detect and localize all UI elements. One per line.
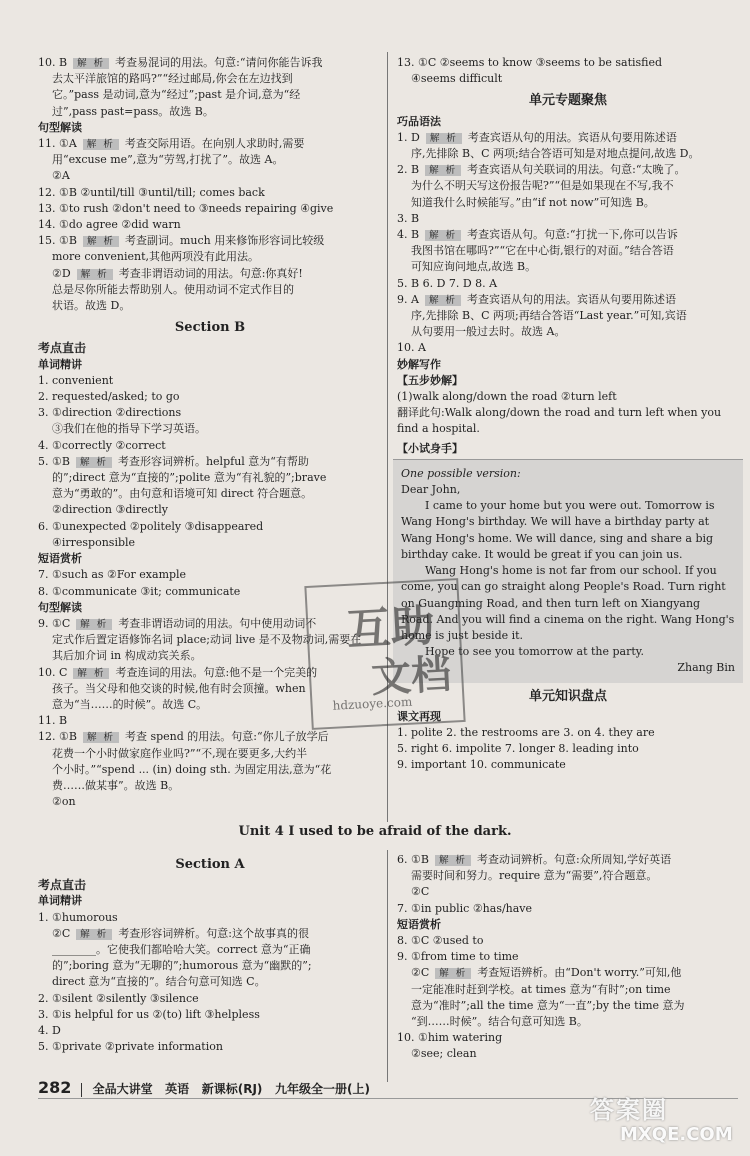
answer-line: [397, 982, 739, 998]
answer-line: [397, 146, 739, 162]
answer-line: [38, 454, 382, 470]
answer-line: [397, 259, 739, 275]
answer-line: [38, 794, 382, 810]
section-heading: [397, 114, 739, 130]
answer-text: 9. ①from time to time: [397, 950, 519, 964]
analysis-text: 考查形容词辨析。句意:这个故事真的很: [118, 926, 310, 940]
analysis-tag: 解 析: [435, 968, 471, 979]
answer-text: 9. ①C: [38, 616, 71, 630]
answer-text: 9. important 10. communicate: [397, 758, 566, 772]
sample-paragraph-1: I came to your home but you were out. Tomorrow is Wang Hong's birthday. We will have a birthday party at Wang Hong's home. We will dance, sing and share a big birthday cake. It would be great if you can join us.: [401, 499, 715, 561]
answer-line: [38, 486, 382, 502]
section-heading: [38, 120, 382, 136]
answer-line: [397, 901, 739, 917]
left-top-block: [38, 55, 382, 314]
analysis-text: 考查连词的用法。句意:他不是一个完美的: [115, 665, 318, 679]
answer-text: 2. ①silent ②silently ③silence: [38, 991, 199, 1005]
answer-text: 13. ①to rush ②don't need to ③needs repairing ④give: [38, 201, 334, 215]
answer-line: [38, 405, 382, 421]
answer-text: ②C: [411, 885, 430, 899]
answer-text: 8. ①communicate ③it; communicate: [38, 584, 241, 598]
analysis-tag: 解 析: [83, 732, 119, 743]
answer-text: 一定能准时赶到学校。at times 意为“有时”;on time: [411, 982, 671, 996]
answer-line: [38, 282, 382, 298]
answer-text: 5. B 6. D 7. D 8. A: [397, 276, 498, 290]
right-mid-block: [397, 114, 739, 438]
stamp-line2: 文档: [370, 650, 453, 702]
answer-line: [38, 421, 382, 437]
answer-text: 13. ①C ②seems to know ③seems to be satisfied: [397, 56, 663, 69]
right-bottom-block: [397, 852, 739, 1063]
answer-text: 1. ①humorous: [38, 910, 118, 924]
section-heading: [38, 340, 382, 356]
answer-line: [38, 249, 382, 265]
answer-line: [397, 55, 739, 71]
answer-line: [38, 958, 382, 974]
right-top-block: [397, 55, 739, 87]
answer-line: [38, 152, 382, 168]
answer-text: 为什么不明天写这份报告呢?”“但是如果现在不写,我不: [411, 179, 674, 193]
answer-line: [38, 298, 382, 314]
answer-text: 可知应询问地点,故选 B。: [411, 260, 537, 274]
answer-line: [397, 71, 739, 87]
answer-text: 10. ①him watering: [397, 1031, 503, 1045]
grade-name: 九年级全一册(上): [274, 1082, 370, 1096]
answer-text: 状语。故选 D。: [52, 299, 131, 313]
answer-line: [397, 243, 739, 259]
answer-line: [397, 308, 739, 324]
answer-text: 4. D: [38, 1024, 61, 1038]
answer-text: 短语赏析: [38, 552, 82, 566]
answer-line: [38, 373, 382, 389]
answer-text: 4. ①correctly ②correct: [38, 438, 166, 452]
sample-paragraph-3: Hope to see you tomorrow at the party.: [425, 645, 645, 659]
answer-text: 它。”pass 是动词,意为“经过”;past 是介词,意为“经: [52, 88, 301, 102]
answer-line: [38, 136, 382, 152]
answer-line: [397, 421, 739, 437]
answer-line: [38, 87, 382, 103]
answer-text: ②C: [52, 926, 71, 940]
answer-line: [397, 389, 739, 405]
answer-text: 1. polite 2. the restrooms are 3. on 4. they are: [397, 725, 655, 739]
answer-line: [38, 762, 382, 778]
answer-line: [38, 266, 382, 282]
analysis-text: 考查宾语从句的用法。宾语从句要用陈述语: [467, 130, 677, 144]
answer-text: 定式作后置定语修饰名词 place;动词 live 是不及物动词,需要在: [52, 633, 362, 647]
answer-line: [397, 211, 739, 227]
answer-text: 单词精讲: [38, 357, 82, 371]
answer-line: [397, 725, 739, 741]
answer-text: 知道我什么时候能写。”由“if not now”可知选 B。: [411, 195, 655, 209]
answer-line: [38, 185, 382, 201]
answer-line: [38, 168, 382, 184]
section-heading: [397, 357, 739, 373]
answer-line: [397, 227, 739, 243]
analysis-tag: 解 析: [73, 58, 109, 69]
answer-text: 2. B: [397, 163, 420, 177]
book-name: 全品大讲堂: [92, 1082, 153, 1096]
answer-text: 1. D: [397, 130, 420, 144]
answer-text: 短语赏析: [397, 917, 441, 931]
answer-line: [38, 778, 382, 794]
analysis-tag: 解 析: [76, 929, 112, 940]
answer-line: [397, 340, 739, 356]
answer-line: [397, 741, 739, 757]
answer-text: 序,先排除 B、C 两项;结合答语可知是对地点提问,故选 D。: [411, 147, 700, 161]
answer-text: more convenient,其他两项没有此用法。: [52, 250, 260, 264]
try-header: 【小试身手】: [397, 441, 463, 455]
analysis-tag: 解 析: [76, 457, 112, 468]
section-heading: [38, 551, 382, 567]
answer-line: [397, 292, 739, 308]
answer-text: 意为“勇敢的”。由句意和语境可知 direct 符合题意。: [52, 487, 313, 501]
answer-text: 【五步妙解】: [397, 373, 463, 387]
answer-text: 1. convenient: [38, 373, 114, 387]
answer-line: [38, 729, 382, 745]
answer-line: [397, 324, 739, 340]
analysis-tag: 解 析: [425, 165, 461, 176]
answer-text: 考点直击: [38, 341, 87, 356]
answer-text: ④irresponsible: [52, 535, 136, 549]
analysis-text: 考查形容词辨析。helpful 意为“有帮助: [117, 454, 309, 468]
answer-text: 序,先排除 B、C 两项;再结合答语“Last year.”可知,宾语: [411, 309, 687, 323]
answer-text: 7. ①such as ②For example: [38, 568, 187, 582]
analysis-text: 考查宾语从句关联词的用法。句意:“太晚了。: [467, 163, 686, 177]
answer-line: [38, 502, 382, 518]
answer-text: direct 意为“直接的”。结合句意可知选 C。: [52, 975, 266, 989]
answer-text: 8. ①C ②used to: [397, 934, 484, 948]
section-heading: [38, 893, 382, 909]
analysis-tag: 解 析: [425, 230, 461, 241]
answer-text: 个小时。”“spend ... (in) doing sth. 为固定用法,意为“花: [52, 762, 332, 776]
answer-text: 10. C: [38, 665, 68, 679]
answer-line: [397, 868, 739, 884]
answer-text: “到……时候”。结合句意可知选 B。: [411, 1015, 588, 1029]
answer-text: ________。它使我们都哈哈大笑。correct 意为“正确: [52, 943, 311, 957]
sample-label: One possible version:: [401, 466, 521, 480]
answer-text: 5. ①B: [38, 454, 70, 468]
answer-line: [38, 470, 382, 486]
answer-text: 2. requested/asked; to go: [38, 390, 180, 404]
answer-text: ②direction ③directly: [52, 503, 168, 517]
answer-text: 课文再现: [397, 709, 441, 723]
section-heading: [397, 917, 739, 933]
answer-line: [38, 71, 382, 87]
answer-text: 6. ①unexpected ②politely ③disappeared: [38, 519, 264, 533]
analysis-text: 考查宾语从句的用法。宾语从句要用陈述语: [466, 292, 676, 306]
answer-line: [38, 1007, 382, 1023]
answer-line: [38, 104, 382, 120]
answer-text: 去太平洋旅馆的路吗?”“经过邮局,你会在左边找到: [52, 72, 293, 86]
footer-separator: [81, 1083, 82, 1097]
answer-line: [38, 746, 382, 762]
answer-line: [38, 974, 382, 990]
answer-text: 3. B: [397, 211, 420, 225]
answer-text: ②on: [52, 795, 76, 809]
analysis-text: 考查交际用语。在向别人求助时,需要: [124, 137, 305, 151]
analysis-text: 考查副词。much 用来修饰形容词比较级: [124, 234, 325, 248]
answer-line: [397, 162, 739, 178]
analysis-text: 考查非谓语动词的用法。句中使用动词不: [118, 616, 317, 630]
answer-line: [397, 852, 739, 868]
section-heading: [38, 357, 382, 373]
answer-text: 的”;boring 意为“无聊的”;humorous 意为“幽默的”;: [52, 959, 312, 973]
answer-line: [397, 757, 739, 773]
answer-text: ②C: [411, 966, 430, 980]
answer-text: 从句要用一般过去时。故选 A。: [411, 325, 566, 339]
answer-line: [397, 405, 739, 421]
answer-text: 9. A: [397, 292, 419, 306]
answer-text: 4. B: [397, 228, 420, 242]
answer-text: 我图书馆在哪吗?”“它在中心街,银行的对面。”结合答语: [411, 244, 674, 258]
answer-line: [38, 389, 382, 405]
answer-text: 意为“当……的时候”。故选 C。: [52, 697, 208, 711]
left-mid-block: [38, 340, 382, 810]
answer-line: [397, 276, 739, 292]
answer-line: [397, 178, 739, 194]
answer-text: ③我们在他的指导下学习英语。: [52, 422, 206, 436]
subject-name: 英语: [165, 1082, 190, 1096]
answer-line: [397, 1014, 739, 1030]
answer-line: [397, 1030, 739, 1046]
section-heading: [397, 373, 739, 389]
answer-line: [397, 998, 739, 1014]
analysis-text: 考查非谓语动词的用法。句意:你真好!: [118, 266, 303, 280]
answer-text: 7. ①in public ②has/have: [397, 901, 533, 915]
answer-text: 考点直击: [38, 878, 87, 893]
answer-text: 12. ①B ②until/till ③until/till; comes back: [38, 185, 265, 199]
answer-text: 5. ①private ②private information: [38, 1040, 223, 1054]
answer-text: 孩子。当父母和他交谈的时候,他有时会顶撞。when: [52, 681, 306, 695]
analysis-tag: 解 析: [83, 236, 119, 247]
answer-line: [38, 55, 382, 71]
answer-line: [38, 991, 382, 1007]
answer-text: 过”,pass past=pass。故选 B。: [52, 104, 214, 118]
answer-text: 12. ①B: [38, 730, 77, 744]
answer-line: [397, 965, 739, 981]
answer-line: [38, 438, 382, 454]
answer-line: [38, 567, 382, 583]
answer-text: 意为“准时”;all the time 意为“一直”;by the time 意为: [411, 998, 685, 1012]
answer-text: 5. right 6. impolite 7. longer 8. leading into: [397, 742, 639, 756]
answer-line: [397, 933, 739, 949]
knowledge-title: 单元知识盘点: [528, 688, 607, 704]
answer-text: 11. ①A: [38, 137, 77, 151]
answer-text: 6. ①B: [397, 853, 429, 866]
answer-text: 总是尽你所能去帮助别人。使用动词不定式作目的: [52, 282, 294, 296]
section-a-title: Section A: [175, 857, 245, 872]
answer-line: [38, 201, 382, 217]
answer-text: (1)walk along/down the road ②turn left: [397, 390, 617, 404]
analysis-tag: 解 析: [435, 855, 471, 866]
answer-line: [38, 1023, 382, 1039]
watermark-logo: 答案圈: [590, 1096, 668, 1124]
answer-text: ②see; clean: [411, 1047, 477, 1061]
section-heading: [38, 877, 382, 893]
answer-text: 需要时间和努力。require 意为“需要”,符合题意。: [411, 869, 658, 883]
answer-line: [38, 910, 382, 926]
answer-line: [38, 217, 382, 233]
answer-text: 3. ①direction ②directions: [38, 406, 182, 420]
right-column-lower: [397, 852, 739, 1063]
answer-text: find a hospital.: [397, 422, 480, 436]
edition-name: 新课标(RJ): [201, 1082, 263, 1096]
answer-text: 翻译此句:Walk along/down the road and turn left when you: [397, 406, 722, 420]
answer-text: 10. B: [38, 56, 68, 69]
analysis-text: 考查易混词的用法。句意:“请问你能告诉我: [115, 56, 323, 69]
analysis-tag: 解 析: [76, 619, 112, 630]
answer-text: 3. ①is helpful for us ②(to) lift ③helpless: [38, 1007, 260, 1021]
sample-greeting: Dear John,: [401, 483, 461, 497]
answer-text: 巧品语法: [397, 114, 441, 128]
answer-text: 费……做某事”。故选 B。: [52, 778, 180, 792]
left-bottom-block: [38, 877, 382, 1055]
answer-line: [38, 942, 382, 958]
answer-text: 的”;direct 意为“直接的”;polite 意为“有礼貌的”;brave: [52, 471, 327, 485]
answer-line: [397, 1046, 739, 1062]
answer-text: 妙解写作: [397, 357, 441, 371]
answer-text: 15. ①B: [38, 234, 77, 248]
analysis-tag: 解 析: [77, 269, 113, 280]
analysis-text: 考查动词辨析。句意:众所周知,学好英语: [476, 853, 672, 866]
stamp-seal: [304, 578, 465, 730]
answer-text: 11. B: [38, 714, 68, 728]
page-number: 282: [38, 1078, 72, 1097]
sample-paragraph-2: Wang Hong's home is not far from our school. If you come, you can go straight along People's Road. Turn right on Guangming Road, and then turn left on Xiangyang Road. And you will find a cinema on the right. Wang Hong's home is just beside it.: [401, 564, 735, 642]
stamp-line3: hdzuoye.com: [332, 694, 413, 713]
left-column-lower: [38, 857, 382, 1055]
answer-text: ②A: [52, 169, 70, 183]
analysis-text: 考查短语辨析。由“Don't worry.”可知,他: [477, 966, 682, 980]
answer-line: [38, 233, 382, 249]
unit4-title: Unit 4 I used to be afraid of the dark.: [238, 824, 512, 839]
answer-line: [397, 949, 739, 965]
analysis-tag: 解 析: [425, 295, 461, 306]
answer-text: 句型解读: [38, 600, 82, 614]
answer-line: [397, 130, 739, 146]
footer-bar: [38, 1078, 370, 1097]
answer-line: [38, 535, 382, 551]
section-b-title: Section B: [174, 320, 246, 336]
answer-text: 花费一个小时做家庭作业吗?”“不,现在要更多,大约半: [52, 746, 308, 760]
analysis-text: 考查宾语从句。句意:“打扰一下,你可以告诉: [467, 228, 678, 242]
answer-line: [397, 195, 739, 211]
analysis-text: 考查 spend 的用法。句意:“你儿子放学后: [124, 730, 329, 744]
analysis-tag: 解 析: [426, 133, 462, 144]
answer-text: 单词精讲: [38, 894, 82, 908]
analysis-tag: 解 析: [83, 139, 119, 150]
answer-line: [38, 519, 382, 535]
unit-focus-title: 单元专题聚焦: [528, 93, 607, 109]
column-divider-lower: [387, 850, 388, 1082]
answer-text: ②D: [52, 266, 71, 280]
analysis-tag: 解 析: [73, 668, 109, 679]
answer-text: 14. ①do agree ②did warn: [38, 218, 181, 232]
stamp-line1: 互助: [345, 600, 436, 656]
answer-line: [397, 884, 739, 900]
answer-text: 句型解读: [38, 120, 82, 134]
answer-line: [38, 926, 382, 942]
answer-line: [38, 1039, 382, 1055]
watermark-url: MXQE.COM: [620, 1124, 733, 1145]
answer-text: 10. A: [397, 341, 426, 355]
answer-text: ④seems difficult: [411, 72, 503, 86]
answer-text: 其后加介词 in 构成动宾关系。: [52, 649, 202, 663]
answer-text: 用“excuse me”,意为“劳驾,打扰了”。故选 A。: [52, 153, 284, 167]
sample-signature: Zhang Bin: [677, 661, 735, 675]
